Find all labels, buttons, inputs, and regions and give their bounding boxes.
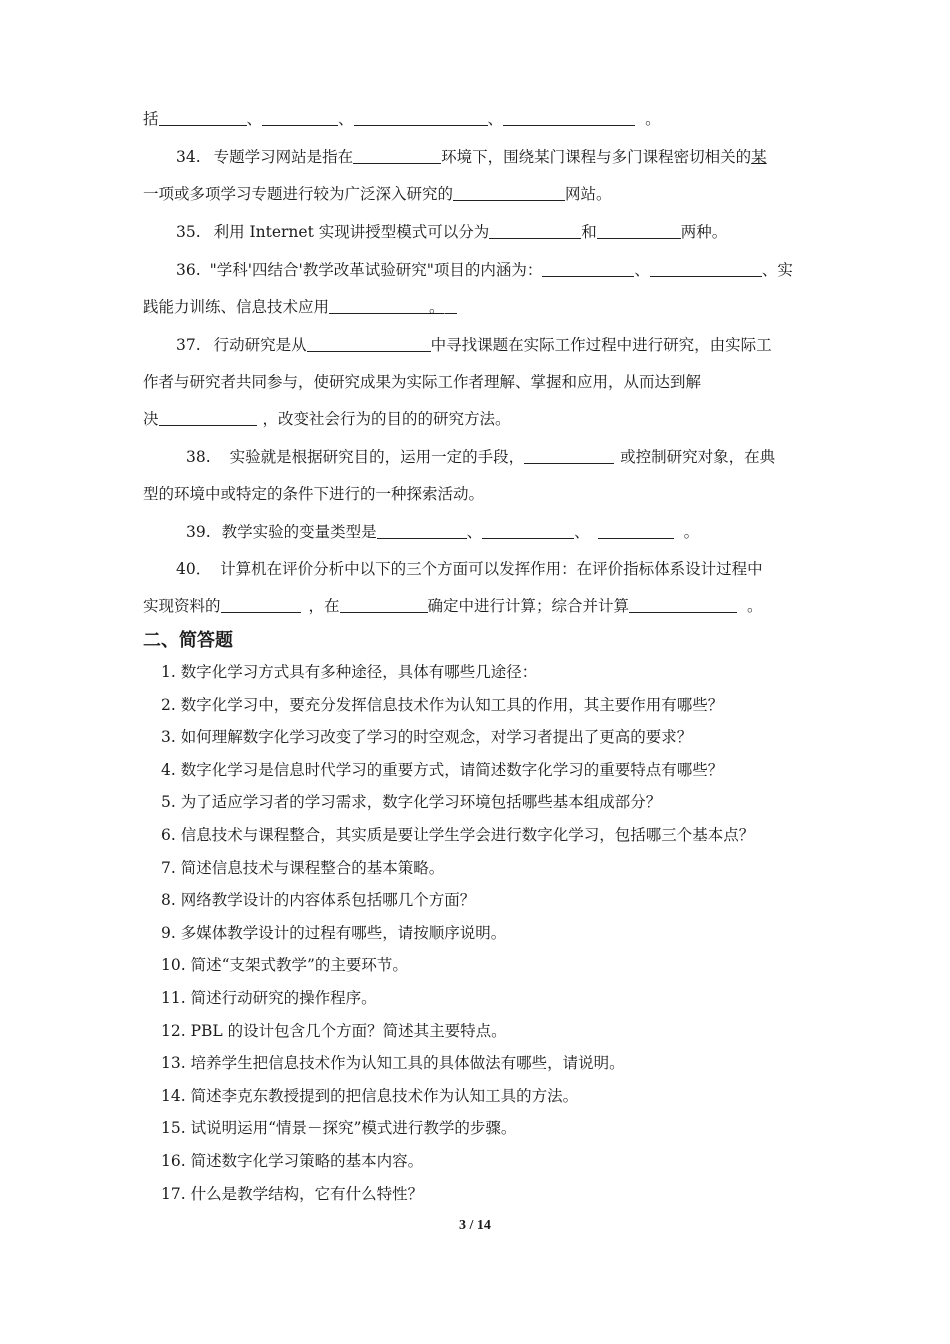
text: 或控制研究对象，在典 (620, 448, 776, 466)
text: 教学实验的变量类型是 (221, 523, 377, 541)
question-35 (176, 221, 727, 243)
question-item: 13. 培养学生把信息技术作为认知工具的具体做法有哪些，请说明。 (161, 1054, 625, 1073)
blank[interactable] (221, 596, 301, 613)
question-38-line1 (186, 446, 775, 468)
text: 实验就是根据研究目的，运用一定的手段， (229, 448, 525, 466)
blank[interactable] (453, 184, 565, 201)
question-37-line2 (143, 371, 701, 393)
question-item: 15. 试说明运用“情景－探究”模式进行教学的步骤。 (161, 1119, 517, 1138)
question-item: 17. 什么是教学结构，它有什么特性？ (161, 1184, 424, 1203)
text: 、实 (761, 261, 793, 279)
text: 中寻找课题在实际工作过程中进行研究，由实际工 (430, 336, 772, 354)
fill-line-continuation (143, 108, 661, 130)
text: "学科'四结合'教学改革试验研究"项目的内涵为： (209, 261, 543, 279)
question-item: 1. 数字化学习方式具有多种途径，具体有哪些几途径： (161, 663, 538, 681)
question-item: 10. 简述“支架式教学”的主要环节。 (161, 956, 408, 975)
question-item: 7. 简述信息技术与课程整合的基本策略。 (161, 858, 445, 877)
page-number: 3 / 14 (459, 1218, 491, 1233)
question-item: 5. 为了适应学习者的学习需求，数字化学习环境包括哪些基本组成部分？ (161, 793, 662, 812)
blank[interactable] (159, 409, 257, 426)
blank[interactable] (262, 109, 338, 126)
text: 利用 Internet 实现讲授型模式可以分为 (213, 223, 490, 241)
question-number: 37. (176, 336, 201, 354)
blank[interactable] (598, 522, 674, 539)
question-37-line3 (143, 408, 511, 430)
question-36-line2 (143, 296, 457, 318)
blank[interactable] (629, 596, 737, 613)
text: 一项或多项学习专题进行较为广泛深入研究的 (143, 185, 454, 203)
text: 网站。 (565, 185, 612, 203)
text: 、 (466, 523, 483, 541)
question-item: 3. 如何理解数字化学习改变了学习的时空观念，对学习者提出了更高的要求？ (161, 728, 693, 747)
text: 、 (338, 110, 354, 128)
text: 环境下，围绕某门课程与多门课程密切相关的 (441, 148, 752, 166)
question-36-line1 (176, 259, 793, 281)
question-34-line2 (143, 183, 612, 205)
text: 。 (683, 523, 700, 541)
text: 、 (574, 523, 590, 541)
question-number: 35. (176, 223, 201, 241)
text: 。 (429, 298, 445, 316)
blank[interactable] (307, 335, 431, 352)
text: 行动研究是从 (213, 336, 307, 354)
blank[interactable] (354, 109, 488, 126)
text: 、 (487, 110, 504, 128)
text: 和 (581, 223, 597, 241)
question-item: 8. 网络教学设计的内容体系包括哪几个方面？ (161, 891, 476, 910)
blank[interactable] (542, 260, 634, 277)
question-item: 2. 数字化学习中，要充分发挥信息技术作为认知工具的作用，其主要作用有哪些？ (161, 695, 724, 714)
text: 。 (747, 597, 763, 615)
blank[interactable] (159, 109, 247, 126)
question-40-line2 (143, 595, 763, 617)
text: 。 (645, 110, 661, 128)
blank[interactable] (353, 147, 441, 164)
question-item: 11. 简述行动研究的操作程序。 (161, 989, 377, 1007)
text: 作者与研究者共同参与，使研究成果为实际工作者理解、掌握和应用，从而达到解 (143, 373, 702, 391)
text: 型的环境中或特定的条件下进行的一种探索活动。 (143, 485, 485, 503)
question-number: 38. (186, 448, 211, 466)
blank[interactable] (597, 222, 681, 239)
blank[interactable] (489, 222, 581, 239)
blank[interactable] (340, 596, 428, 613)
section-heading: 二、简答题 (143, 630, 233, 651)
text: 实现资料的 (143, 597, 221, 615)
question-item: 14. 简述李克东教授提到的把信息技术作为认知工具的方法。 (161, 1086, 579, 1105)
question-item: 9. 多媒体教学设计的过程有哪些，请按顺序说明。 (161, 923, 507, 942)
question-number: 40． (176, 560, 212, 578)
blank[interactable] (524, 447, 614, 464)
blank[interactable] (329, 297, 429, 314)
question-item: 16. 简述数字化学习策略的基本内容。 (161, 1152, 424, 1170)
text: 计算机在评价分析中以下的三个方面可以发挥作用：在评价指标体系设计过程中 (220, 560, 763, 578)
text: 决 (143, 410, 159, 428)
text: 括 (143, 110, 159, 128)
text: 践能力训练、信息技术应用 (143, 298, 330, 316)
question-number: 39. (186, 523, 211, 541)
question-39 (186, 521, 699, 543)
blank[interactable] (482, 522, 574, 539)
question-40-line1 (176, 558, 763, 580)
text: ，在 (308, 597, 340, 615)
question-38-line2 (143, 483, 484, 505)
text: 两种。 (680, 223, 728, 241)
question-34-line1 (176, 146, 767, 168)
text: ，改变社会行为的目的的研究方法。 (262, 410, 511, 428)
blank (445, 297, 457, 314)
blank[interactable] (377, 522, 467, 539)
question-item: 6. 信息技术与课程整合，其实质是要让学生学会进行数字化学习，包括哪三个基本点？ (161, 826, 755, 844)
text: 专题学习网站是指在 (213, 148, 354, 166)
text: 、 (246, 110, 263, 128)
question-item: 12. PBL 的设计包含几个方面？简述其主要特点。 (161, 1021, 507, 1040)
question-number: 34. (176, 148, 201, 166)
question-item: 4. 数字化学习是信息时代学习的重要方式，请简述数字化学习的重要特点有哪些？ (161, 760, 724, 779)
question-37-line1 (176, 334, 772, 356)
blank[interactable] (650, 260, 762, 277)
text: 、 (634, 261, 650, 279)
blank[interactable] (503, 109, 635, 126)
text: 确定中进行计算；综合并计算 (427, 597, 630, 615)
question-number: 36. (176, 261, 201, 279)
text: 某 (751, 148, 767, 166)
